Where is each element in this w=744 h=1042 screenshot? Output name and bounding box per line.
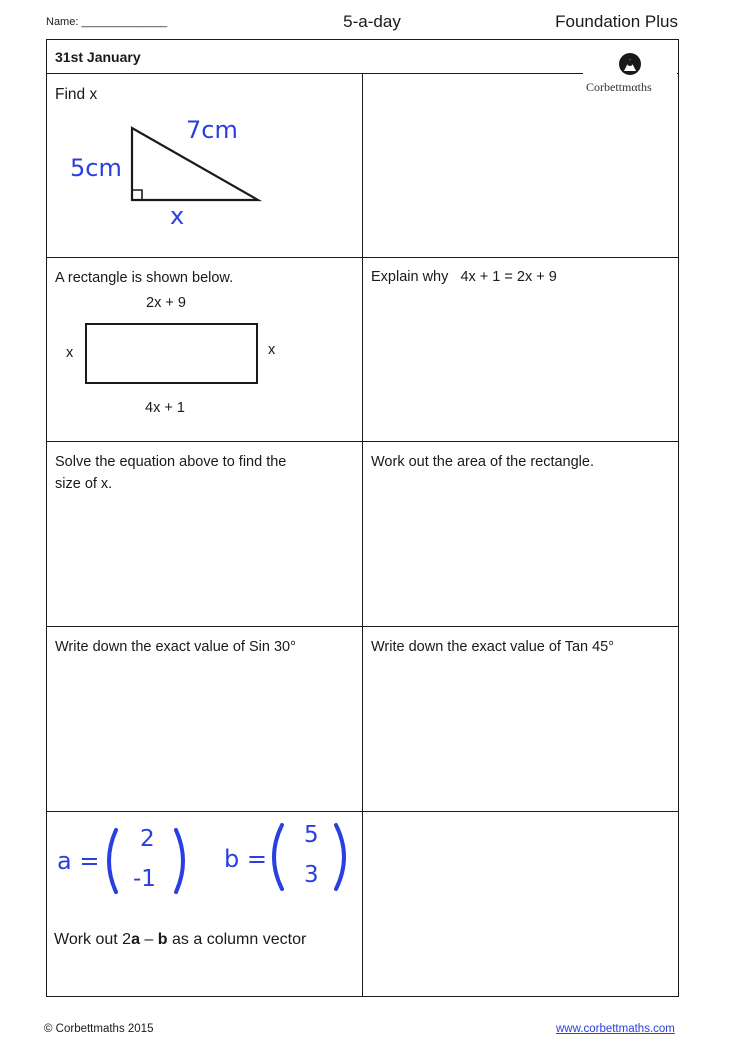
column-divider — [362, 73, 363, 996]
logo-text: Corbettmαths — [586, 80, 652, 94]
q8-vector-a-top: 2 — [140, 826, 155, 852]
q1-base-label: x — [170, 202, 185, 230]
q1-prompt: Find x — [55, 86, 98, 103]
q8-vector-a-bottom: -1 — [133, 866, 156, 892]
q5-prompt: Work out the area of the rectangle. — [371, 454, 595, 470]
q8-prompt — [54, 929, 306, 951]
q8-prompt-pre: Work out 2 — [54, 931, 132, 948]
q2-prompt: A rectangle is shown below. — [55, 270, 234, 286]
worksheet-date: 31st January — [55, 49, 141, 65]
website-link[interactable]: www.corbettmaths.com — [556, 1023, 675, 1035]
q2-right-label: x — [268, 342, 276, 358]
q8-vector-b-top: 5 — [304, 822, 319, 848]
q8-prompt-vector-a: a — [131, 931, 140, 948]
q2-top-label: 2x + 9 — [146, 295, 186, 311]
q8-prompt-vector-b: b — [157, 931, 168, 948]
q8-prompt-post: as a column vector — [167, 931, 307, 948]
q7-prompt: Write down the exact value of Tan 45° — [371, 639, 615, 655]
q4-prompt-line2: size of x. — [55, 476, 113, 492]
q6-prompt: Write down the exact value of Sin 30° — [55, 639, 296, 655]
page-title: 5-a-day — [343, 12, 401, 31]
q2-rectangle — [85, 323, 258, 384]
level-label: Foundation Plus — [555, 12, 678, 31]
copyright-text: © Corbettmaths 2015 — [44, 1023, 154, 1035]
q4-prompt-line1: Solve the equation above to find the — [55, 454, 287, 470]
q8-vector-a-label: a = — [57, 847, 100, 875]
q8-prompt-minus: – — [139, 931, 158, 948]
q2-bottom-label: 4x + 1 — [145, 400, 185, 416]
q8-vector-b-label: b = — [224, 845, 267, 873]
name-field-label: Name: ______________ — [46, 16, 168, 28]
q1-hypotenuse-label: 7cm — [186, 116, 238, 144]
q1-side-label: 5cm — [70, 154, 122, 182]
q8-vector-b-bottom: 3 — [304, 862, 319, 888]
q2-left-label: x — [66, 345, 74, 361]
q3-prompt: Explain why 4x + 1 = 2x + 9 — [371, 269, 557, 285]
